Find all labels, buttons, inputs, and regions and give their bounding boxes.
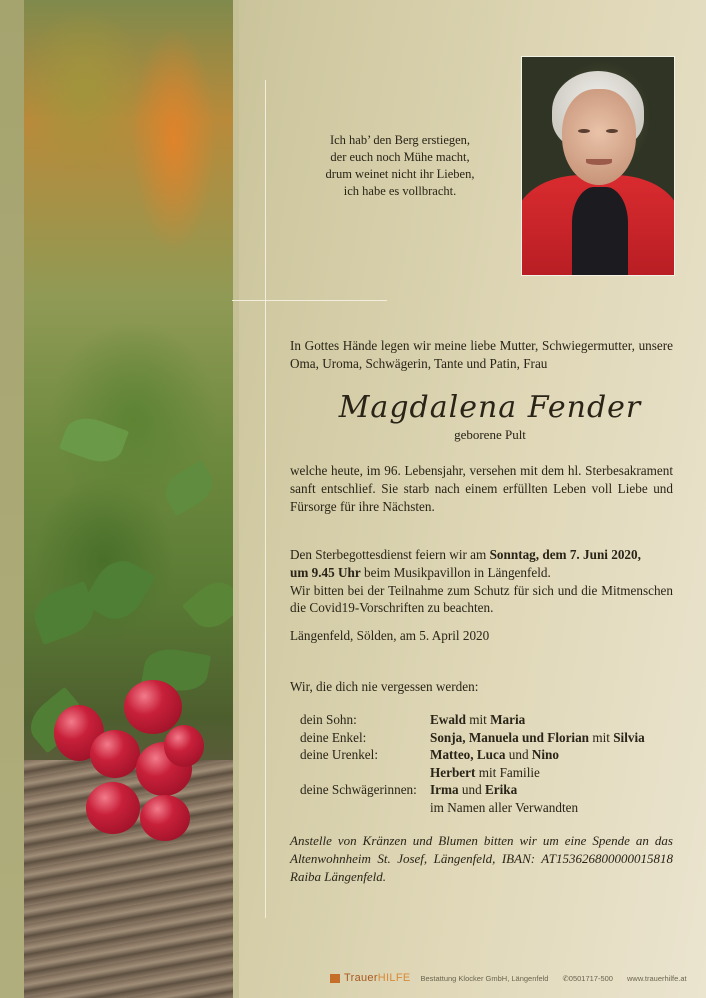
family-names: im Namen aller Verwandten (430, 799, 579, 815)
service-location: beim Musikpavillon in Längenfeld. (360, 564, 551, 580)
family-row (300, 781, 680, 799)
family-relation (300, 799, 430, 817)
left-color-strip (0, 0, 24, 998)
family-relation (300, 764, 430, 782)
donation-note: Anstelle von Kränzen und Blumen bitten wir um eine Spende an das Altenwohnheim St. Josef, Längenfeld, IBAN: AT153626800000015818 Raiba Längenfeld. (290, 833, 673, 884)
cross-vertical-line (265, 80, 266, 918)
family-relation: deine Enkel: (300, 729, 367, 745)
deceased-name: Magdalena Fender (338, 390, 642, 425)
poem-line: der euch noch Mühe macht, (330, 150, 470, 164)
family-names: Sonja, Manuela und Florian mit Silvia (430, 729, 645, 745)
family-names: Herbert mit Familie (430, 764, 540, 780)
funeral-service-text (290, 546, 673, 617)
family-relation: deine Urenkel: (300, 747, 378, 763)
company-phone: ✆0501717-500 (562, 973, 613, 983)
poem (300, 132, 500, 200)
family-row (300, 729, 680, 747)
poem-line: ich habe es vollbracht. (343, 184, 457, 198)
photo-border-strip (233, 0, 239, 998)
service-text-part: Den Sterbegottesdienst feiern wir am (290, 547, 490, 562)
trauerhilfe-logo (344, 972, 410, 984)
company-website: www.trauerhilfe.at (626, 973, 687, 983)
portrait-photo (521, 56, 675, 276)
poem-line: Ich hab’ den Berg erstiegen, (329, 133, 471, 147)
covid-notice: Wir bitten bei der Teilnahme zum Schutz für sich und die Mitmenschen die Covid19-Vorschriften zu beachten. (290, 582, 673, 616)
family-row (300, 799, 680, 817)
company-name: Bestattung Klocker GmbH, Längenfeld (420, 973, 549, 983)
logo-text-b: HILFE (377, 972, 411, 984)
intro-text: In Gottes Hände legen wir meine liebe Mutter, Schwiegermutter, unsere Oma, Uroma, Schwägerin, Tante und Patin, Frau (290, 338, 673, 371)
cranberry-photo (24, 0, 233, 998)
family-relation: dein Sohn: (300, 712, 357, 727)
service-time: um 9.45 Uhr (290, 564, 361, 580)
footer (330, 972, 697, 984)
family-names: Matteo, Luca und Nino (430, 747, 559, 763)
family-list (300, 711, 680, 817)
family-row (300, 764, 680, 782)
family-row (300, 711, 680, 729)
place-date: Längenfeld, Sölden, am 5. April 2020 (290, 628, 490, 643)
family-relation: deine Schwägerinnen: (300, 782, 417, 798)
cross-horizontal-line (232, 300, 387, 301)
family-row (300, 746, 680, 764)
service-date: Sonntag, dem 7. Juni 2020, (489, 547, 641, 562)
logo-text-a: Trauer (344, 972, 378, 984)
family-names: Ewald mit Maria (430, 712, 526, 727)
poem-line: drum weinet nicht ihr Lieben, (325, 167, 475, 181)
trauerhilfe-logo-icon (330, 974, 340, 983)
maiden-name: geborene Pult (454, 427, 526, 442)
mourners-intro: Wir, die dich nie vergessen werden: (290, 679, 479, 694)
family-names: Irma und Erika (430, 782, 518, 798)
death-notice-text: welche heute, im 96. Lebensjahr, versehen mit dem hl. Sterbesakrament sanft entschlief. Sie starb nach einem erfüllten Leben voll Liebe und Fürsorge für ihre Nächsten. (290, 463, 673, 514)
